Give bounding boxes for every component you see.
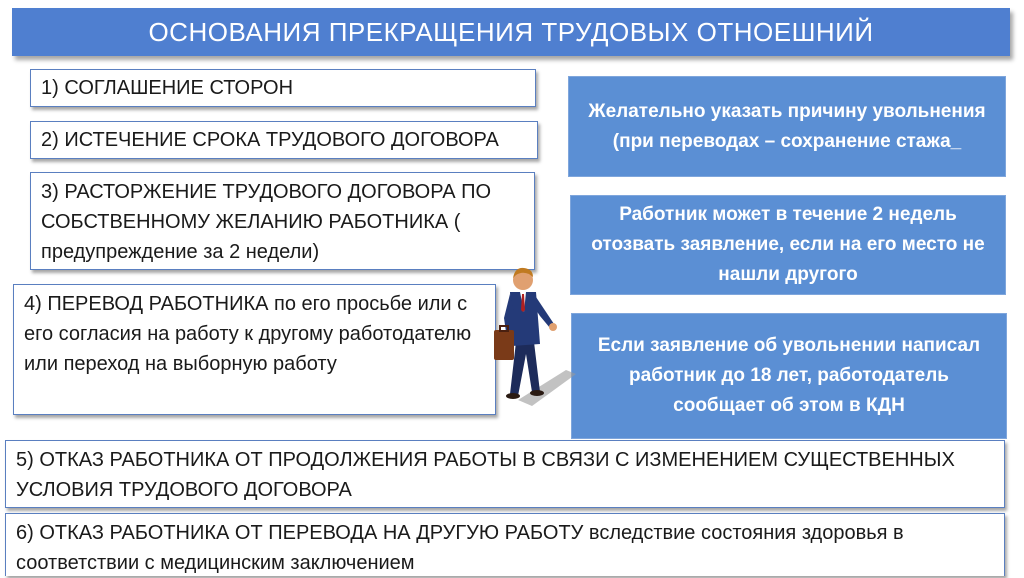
reason-item-2: 2) ИСТЕЧЕНИЕ СРОКА ТРУДОВОГО ДОГОВОРА [30, 121, 538, 159]
reason-item-4: 4) ПЕРЕВОД РАБОТНИКА по его просьбе или с его согласия на работу к другому работодателю или переход на выборную работу [13, 284, 496, 415]
businessman-with-briefcase-icon [488, 262, 578, 412]
note-minor-employee: Если заявление об увольнении написал работник до 18 лет, работодатель сообщает об этом в КДН [571, 313, 1007, 439]
reason-item-1: 1) СОГЛАШЕНИЕ СТОРОН [30, 69, 536, 107]
reason-item-6: 6) ОТКАЗ РАБОТНИКА ОТ ПЕРЕВОДА НА ДРУГУЮ РАБОТУ вследствие состояния здоровья в соответствии с медицинским заключением [5, 513, 1005, 576]
note-reason-hint: Желательно указать причину увольнения (при переводах – сохранение стажа_ [568, 76, 1006, 177]
page-title: ОСНОВАНИЯ ПРЕКРАЩЕНИЯ ТРУДОВЫХ ОТНОЕШНИЙ [12, 8, 1010, 56]
reason-item-5: 5) ОТКАЗ РАБОТНИКА ОТ ПРОДОЛЖЕНИЯ РАБОТЫ В СВЯЗИ С ИЗМЕНЕНИЕМ СУЩЕСТВЕННЫХ УСЛОВИЯ ТРУДОВОГО ДОГОВОРА [5, 440, 1005, 508]
reason-item-3: 3) РАСТОРЖЕНИЕ ТРУДОВОГО ДОГОВОРА ПО СОБСТВЕННОМУ ЖЕЛАНИЮ РАБОТНИКА ( предупреждение за 2 недели) [30, 172, 535, 270]
note-withdraw-application: Работник может в течение 2 недель отозвать заявление, если на его место не нашли другого [570, 195, 1006, 295]
